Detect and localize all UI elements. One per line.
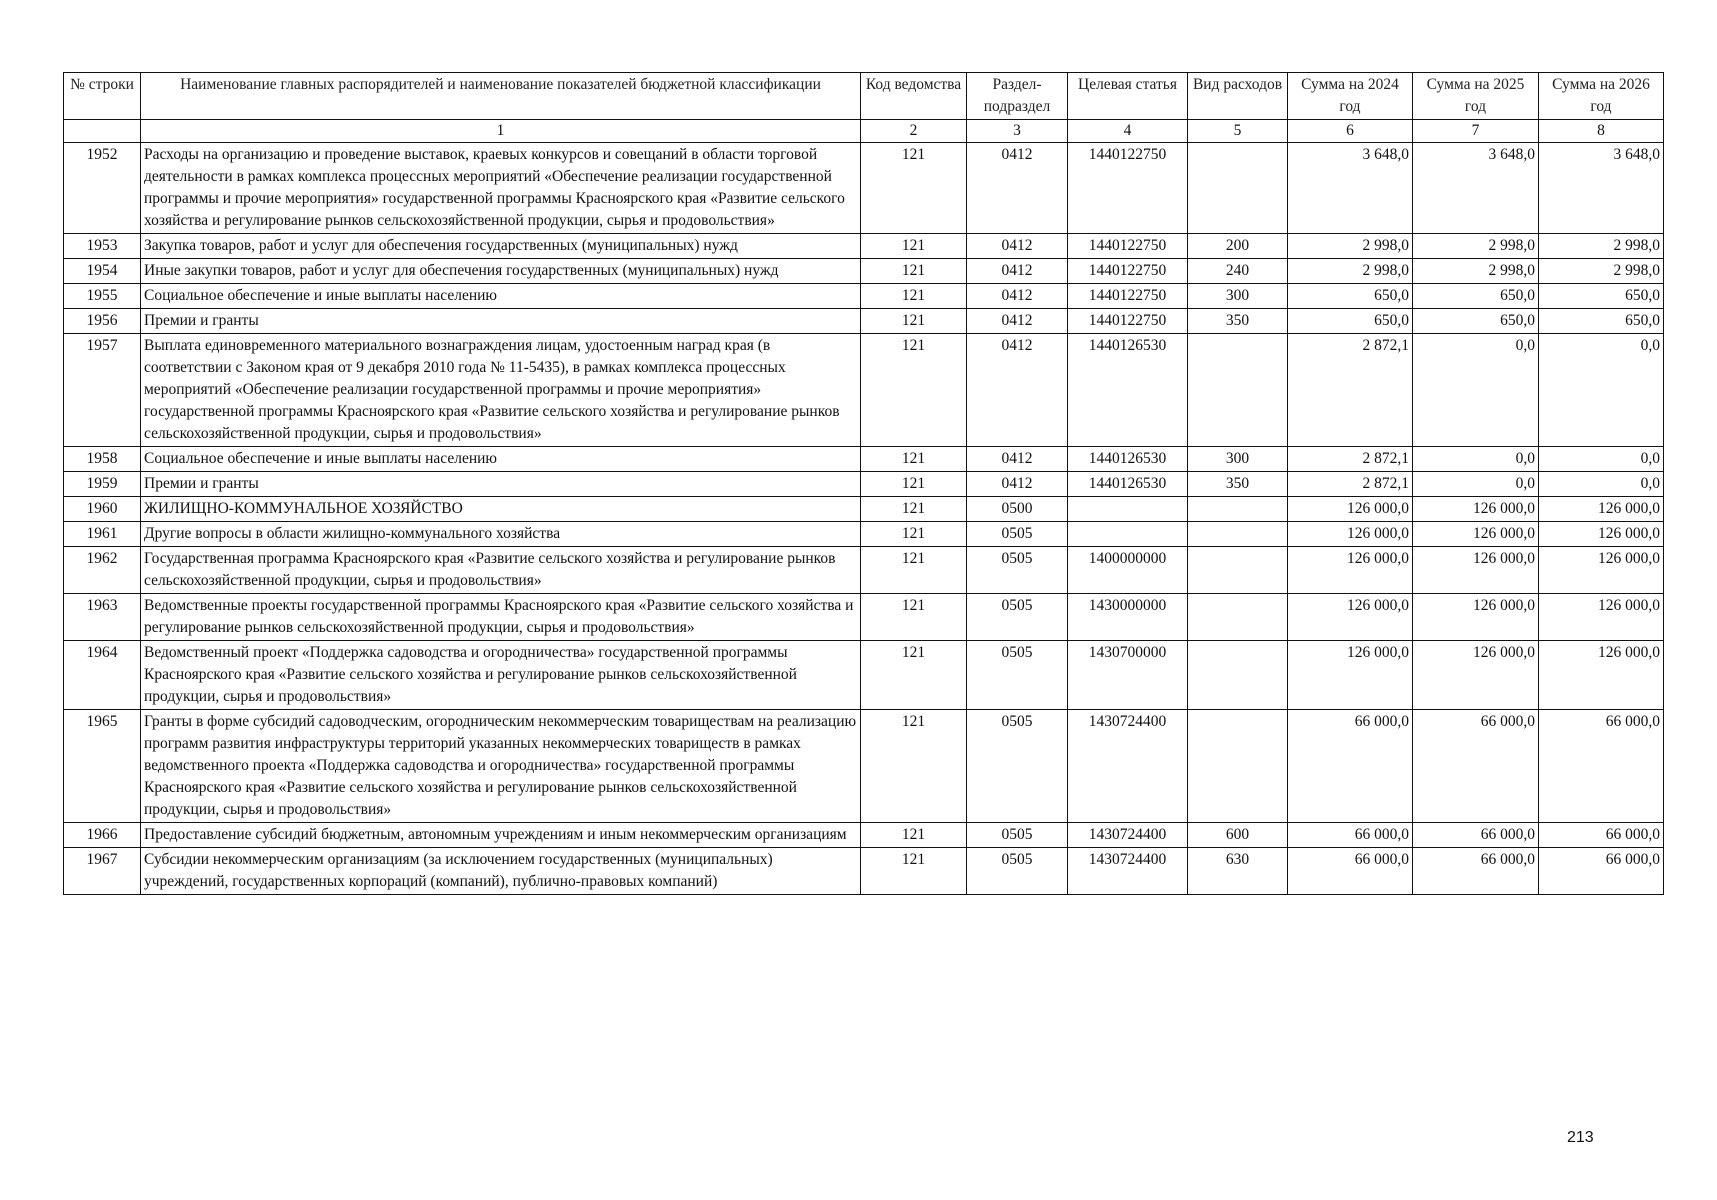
row-name: Социальное обеспечение и иные выплаты населению — [141, 447, 861, 472]
header-section: Раздел-подраздел — [967, 73, 1068, 120]
target-article: 1430000000 — [1068, 594, 1188, 641]
table-row — [64, 522, 1664, 547]
table-row — [64, 710, 1664, 823]
sum-2024: 2 998,0 — [1288, 234, 1413, 259]
sum-2025: 650,0 — [1413, 284, 1539, 309]
expense-type: 300 — [1188, 447, 1288, 472]
table-row — [64, 547, 1664, 594]
column-number: 5 — [1188, 120, 1288, 143]
row-name: Премии и гранты — [141, 309, 861, 334]
section-code: 0505 — [967, 641, 1068, 710]
expense-type — [1188, 547, 1288, 594]
expense-type: 600 — [1188, 823, 1288, 848]
row-number: 1952 — [64, 143, 141, 234]
target-article: 1440122750 — [1068, 284, 1188, 309]
sum-2026: 2 998,0 — [1539, 234, 1664, 259]
table-row — [64, 823, 1664, 848]
department-code: 121 — [861, 309, 967, 334]
sum-2024: 66 000,0 — [1288, 823, 1413, 848]
header-expense-type: Вид расходов — [1188, 73, 1288, 120]
target-article: 1430724400 — [1068, 848, 1188, 895]
department-code: 121 — [861, 522, 967, 547]
sum-2025: 66 000,0 — [1413, 710, 1539, 823]
table-row — [64, 447, 1664, 472]
department-code: 121 — [861, 334, 967, 447]
sum-2026: 126 000,0 — [1539, 522, 1664, 547]
table-row — [64, 309, 1664, 334]
table-row — [64, 641, 1664, 710]
sum-2025: 66 000,0 — [1413, 823, 1539, 848]
row-name: Расходы на организацию и проведение выставок, краевых конкурсов и совещаний в области торговой деятельности в рамках комплекса процессных мероприятий «Обеспечение реализации государственной программы и прочие мероприятия» государственной программы Красноярского края «Развитие сельского хозяйства и регулирование рынков сельскохозяйственной продукции, сырья и продовольствия» — [141, 143, 861, 234]
target-article: 1440122750 — [1068, 309, 1188, 334]
sum-2025: 126 000,0 — [1413, 641, 1539, 710]
column-number — [64, 120, 141, 143]
sum-2026: 0,0 — [1539, 447, 1664, 472]
department-code: 121 — [861, 447, 967, 472]
row-name: Социальное обеспечение и иные выплаты населению — [141, 284, 861, 309]
sum-2024: 2 872,1 — [1288, 472, 1413, 497]
sum-2025: 2 998,0 — [1413, 234, 1539, 259]
sum-2024: 126 000,0 — [1288, 522, 1413, 547]
section-code: 0505 — [967, 594, 1068, 641]
column-number: 8 — [1539, 120, 1664, 143]
department-code: 121 — [861, 284, 967, 309]
row-number: 1954 — [64, 259, 141, 284]
row-name: Закупка товаров, работ и услуг для обеспечения государственных (муниципальных) нужд — [141, 234, 861, 259]
row-name: Иные закупки товаров, работ и услуг для обеспечения государственных (муниципальных) нужд — [141, 259, 861, 284]
expense-type — [1188, 334, 1288, 447]
table-row — [64, 334, 1664, 447]
expense-type: 240 — [1188, 259, 1288, 284]
target-article: 1430700000 — [1068, 641, 1188, 710]
target-article — [1068, 497, 1188, 522]
row-number: 1955 — [64, 284, 141, 309]
column-number: 7 — [1413, 120, 1539, 143]
expense-type — [1188, 594, 1288, 641]
sum-2025: 0,0 — [1413, 447, 1539, 472]
header-department-code: Код ведомства — [861, 73, 967, 120]
row-name: Гранты в форме субсидий садоводческим, огородническим некоммерческим товариществам на реализацию программ развития инфраструктуры территорий указанных некоммерческих товариществ в рамках ведомственного проекта «Поддержка садоводства и огородничества» государственной программы Красноярского края «Развитие сельского хозяйства и регулирование рынков сельскохозяйственной продукции, сырья и продовольствия» — [141, 710, 861, 823]
budget-table — [63, 72, 1664, 895]
sum-2025: 66 000,0 — [1413, 848, 1539, 895]
row-name: Выплата единовременного материального вознаграждения лицам, удостоенным наград края (в соответствии с Законом края от 9 декабря 2010 года № 11-5435), в рамках комплекса процессных мероприятий «Обеспечение реализации государственной программы и прочие мероприятия» государственной программы Красноярского края «Развитие сельского хозяйства и регулирование рынков сельскохозяйственной продукции, сырья и продовольствия» — [141, 334, 861, 447]
section-code: 0505 — [967, 823, 1068, 848]
column-number: 3 — [967, 120, 1068, 143]
row-name: Ведомственные проекты государственной программы Красноярского края «Развитие сельского хозяйства и регулирование рынков сельскохозяйственной продукции, сырья и продовольствия» — [141, 594, 861, 641]
sum-2026: 0,0 — [1539, 472, 1664, 497]
target-article: 1440126530 — [1068, 447, 1188, 472]
expense-type: 630 — [1188, 848, 1288, 895]
row-name: Ведомственный проект «Поддержка садоводства и огородничества» государственной программы Красноярского края «Развитие сельского хозяйства и регулирование рынков сельскохозяйственной продукции, сырья и продовольствия» — [141, 641, 861, 710]
sum-2024: 3 648,0 — [1288, 143, 1413, 234]
target-article: 1440126530 — [1068, 472, 1188, 497]
row-number: 1965 — [64, 710, 141, 823]
target-article: 1440126530 — [1068, 334, 1188, 447]
sum-2024: 2 872,1 — [1288, 334, 1413, 447]
sum-2024: 2 872,1 — [1288, 447, 1413, 472]
row-number: 1959 — [64, 472, 141, 497]
sum-2026: 650,0 — [1539, 284, 1664, 309]
department-code: 121 — [861, 823, 967, 848]
target-article — [1068, 522, 1188, 547]
section-code: 0412 — [967, 309, 1068, 334]
department-code: 121 — [861, 234, 967, 259]
department-code: 121 — [861, 710, 967, 823]
table-row — [64, 848, 1664, 895]
table-row — [64, 234, 1664, 259]
column-number: 2 — [861, 120, 967, 143]
section-code: 0412 — [967, 447, 1068, 472]
header-row — [64, 73, 1664, 120]
row-number: 1967 — [64, 848, 141, 895]
expense-type: 350 — [1188, 472, 1288, 497]
table-row — [64, 284, 1664, 309]
row-number: 1956 — [64, 309, 141, 334]
column-number-row — [64, 120, 1664, 143]
expense-type — [1188, 522, 1288, 547]
header-sum-2024: Сумма на 2024 год — [1288, 73, 1413, 120]
expense-type: 300 — [1188, 284, 1288, 309]
column-number: 1 — [141, 120, 861, 143]
sum-2026: 66 000,0 — [1539, 710, 1664, 823]
sum-2024: 66 000,0 — [1288, 848, 1413, 895]
table-row — [64, 259, 1664, 284]
header-row-number: № строки — [64, 73, 141, 120]
table-row — [64, 143, 1664, 234]
column-number: 6 — [1288, 120, 1413, 143]
expense-type: 200 — [1188, 234, 1288, 259]
sum-2024: 66 000,0 — [1288, 710, 1413, 823]
section-code: 0500 — [967, 497, 1068, 522]
row-number: 1966 — [64, 823, 141, 848]
sum-2025: 0,0 — [1413, 334, 1539, 447]
expense-type — [1188, 710, 1288, 823]
sum-2024: 650,0 — [1288, 309, 1413, 334]
sum-2026: 66 000,0 — [1539, 823, 1664, 848]
sum-2024: 650,0 — [1288, 284, 1413, 309]
sum-2024: 2 998,0 — [1288, 259, 1413, 284]
sum-2024: 126 000,0 — [1288, 594, 1413, 641]
sum-2025: 2 998,0 — [1413, 259, 1539, 284]
table-body — [64, 143, 1664, 895]
row-name: ЖИЛИЩНО-КОММУНАЛЬНОЕ ХОЗЯЙСТВО — [141, 497, 861, 522]
sum-2026: 3 648,0 — [1539, 143, 1664, 234]
row-name: Государственная программа Красноярского края «Развитие сельского хозяйства и регулирование рынков сельскохозяйственной продукции, сырья и продовольствия» — [141, 547, 861, 594]
sum-2026: 66 000,0 — [1539, 848, 1664, 895]
header-target-article: Целевая статья — [1068, 73, 1188, 120]
row-number: 1958 — [64, 447, 141, 472]
row-number: 1960 — [64, 497, 141, 522]
section-code: 0505 — [967, 522, 1068, 547]
sum-2025: 3 648,0 — [1413, 143, 1539, 234]
row-number: 1963 — [64, 594, 141, 641]
sum-2026: 0,0 — [1539, 334, 1664, 447]
department-code: 121 — [861, 547, 967, 594]
header-sum-2025: Сумма на 2025 год — [1413, 73, 1539, 120]
row-number: 1962 — [64, 547, 141, 594]
sum-2025: 650,0 — [1413, 309, 1539, 334]
department-code: 121 — [861, 848, 967, 895]
section-code: 0412 — [967, 143, 1068, 234]
sum-2025: 0,0 — [1413, 472, 1539, 497]
sum-2026: 2 998,0 — [1539, 259, 1664, 284]
sum-2025: 126 000,0 — [1413, 547, 1539, 594]
sum-2025: 126 000,0 — [1413, 594, 1539, 641]
expense-type — [1188, 497, 1288, 522]
row-number: 1964 — [64, 641, 141, 710]
department-code: 121 — [861, 143, 967, 234]
header-name: Наименование главных распорядителей и наименование показателей бюджетной классификации — [141, 73, 861, 120]
sum-2025: 126 000,0 — [1413, 497, 1539, 522]
column-number: 4 — [1068, 120, 1188, 143]
target-article: 1440122750 — [1068, 259, 1188, 284]
sum-2026: 126 000,0 — [1539, 497, 1664, 522]
sum-2026: 650,0 — [1539, 309, 1664, 334]
section-code: 0505 — [967, 848, 1068, 895]
sum-2026: 126 000,0 — [1539, 641, 1664, 710]
section-code: 0505 — [967, 710, 1068, 823]
row-number: 1953 — [64, 234, 141, 259]
sum-2024: 126 000,0 — [1288, 547, 1413, 594]
section-code: 0412 — [967, 472, 1068, 497]
row-number: 1961 — [64, 522, 141, 547]
section-code: 0412 — [967, 259, 1068, 284]
expense-type — [1188, 143, 1288, 234]
page-number: 213 — [1567, 1129, 1594, 1146]
sum-2026: 126 000,0 — [1539, 594, 1664, 641]
department-code: 121 — [861, 641, 967, 710]
table-row — [64, 497, 1664, 522]
table-row — [64, 472, 1664, 497]
department-code: 121 — [861, 594, 967, 641]
expense-type — [1188, 641, 1288, 710]
target-article: 1400000000 — [1068, 547, 1188, 594]
row-name: Предоставление субсидий бюджетным, автономным учреждениям и иным некоммерческим организациям — [141, 823, 861, 848]
sum-2025: 126 000,0 — [1413, 522, 1539, 547]
department-code: 121 — [861, 497, 967, 522]
target-article: 1430724400 — [1068, 823, 1188, 848]
row-number: 1957 — [64, 334, 141, 447]
section-code: 0412 — [967, 234, 1068, 259]
sum-2026: 126 000,0 — [1539, 547, 1664, 594]
row-name: Премии и гранты — [141, 472, 861, 497]
section-code: 0412 — [967, 334, 1068, 447]
sum-2024: 126 000,0 — [1288, 497, 1413, 522]
target-article: 1430724400 — [1068, 710, 1188, 823]
target-article: 1440122750 — [1068, 234, 1188, 259]
table-row — [64, 594, 1664, 641]
section-code: 0505 — [967, 547, 1068, 594]
department-code: 121 — [861, 259, 967, 284]
department-code: 121 — [861, 472, 967, 497]
target-article: 1440122750 — [1068, 143, 1188, 234]
section-code: 0412 — [967, 284, 1068, 309]
row-name: Другие вопросы в области жилищно-коммунального хозяйства — [141, 522, 861, 547]
sum-2024: 126 000,0 — [1288, 641, 1413, 710]
header-sum-2026: Сумма на 2026 год — [1539, 73, 1664, 120]
row-name: Субсидии некоммерческим организациям (за исключением государственных (муниципальных) учреждений, государственных корпораций (компаний), публично-правовых компаний) — [141, 848, 861, 895]
expense-type: 350 — [1188, 309, 1288, 334]
